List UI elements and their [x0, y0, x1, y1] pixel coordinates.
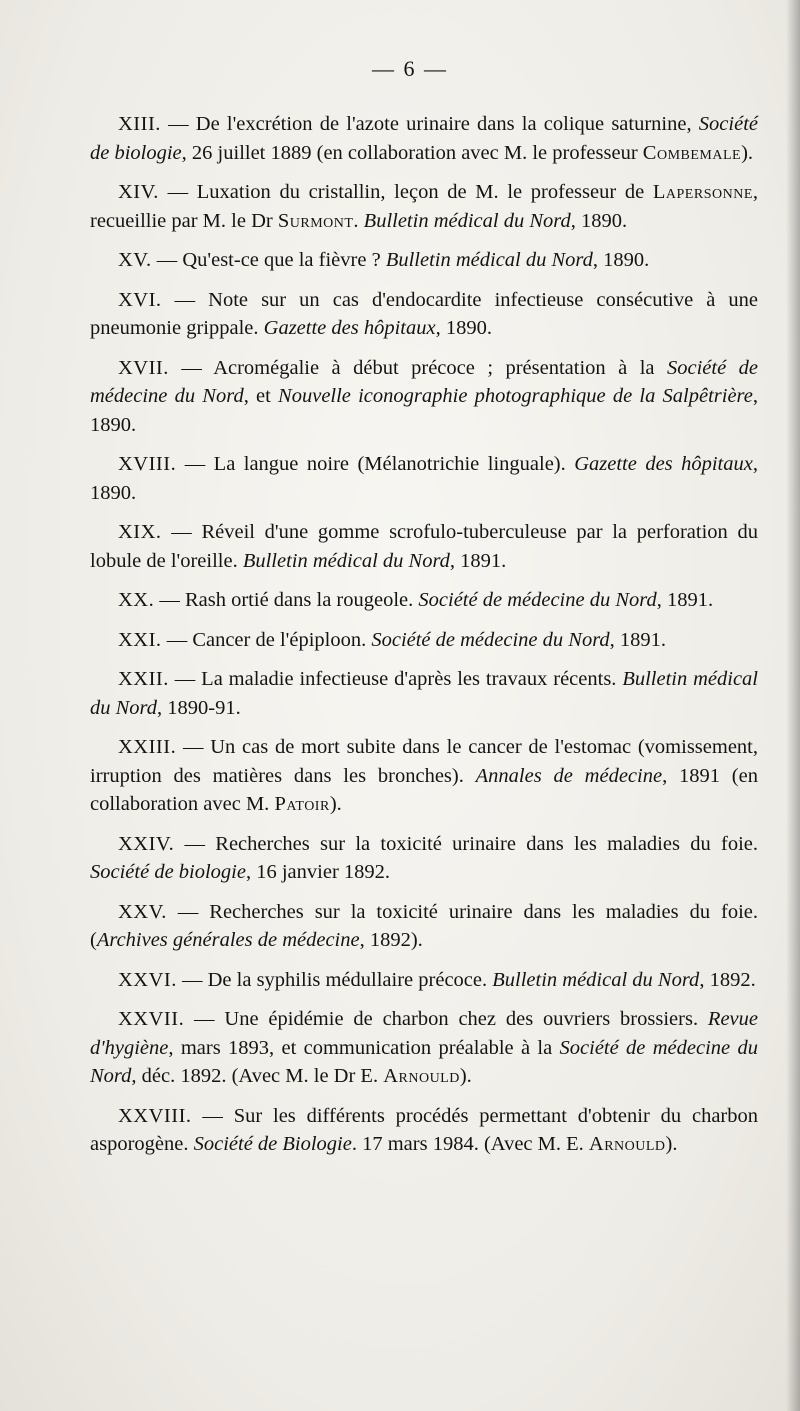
publication-title: Société de médecine du Nord: [371, 628, 610, 651]
entry-text: , 1890.: [570, 209, 628, 232]
entry-text: , et: [243, 385, 279, 407]
entry-text: — La maladie infectieuse d'après les travaux récents.: [168, 668, 623, 690]
entry-text: , 1892.: [699, 968, 756, 991]
publication-title: Annales de médecine: [475, 764, 663, 787]
entry-text: — Acromégalie à début précoce ; présentation à la: [168, 356, 667, 379]
entry-number: XXI.: [118, 628, 162, 651]
entry-number: XXVI.: [118, 968, 177, 991]
entry-text: — La langue noire (Mélanotrichie linguale).: [176, 453, 575, 475]
bibliography-entry: [90, 178, 758, 235]
bibliography-entry: [90, 246, 758, 275]
entry-text: — Recherches sur la toxicité urinaire dans les maladies du foie.: [174, 832, 758, 855]
publication-title: Nouvelle iconographie photographique de la Salpêtrière: [278, 385, 753, 407]
publication-title: Bulletin médical du Nord: [242, 549, 450, 572]
entry-text: ).: [459, 1065, 472, 1087]
entry-text: , 1890.: [90, 453, 758, 504]
author-name: Combemale: [642, 141, 742, 164]
entry-text: , 1890-91.: [157, 696, 241, 719]
bibliography-entry: [90, 830, 758, 887]
bibliography-entry: [90, 286, 758, 343]
entry-text: , 1891.: [656, 589, 714, 611]
bibliography-list: [90, 110, 758, 1170]
bibliography-entry: [90, 1005, 758, 1091]
publication-title: Gazette des hôpitaux: [263, 317, 436, 339]
publication-title: Société de médecine du Nord: [90, 1036, 758, 1087]
publication-title: Bulletin médical du Nord: [492, 968, 700, 991]
entry-number: XXII.: [118, 668, 169, 690]
entry-text: , 1891.: [609, 628, 667, 651]
entry-text: , 1890.: [592, 249, 650, 271]
entry-text: — Qu'est-ce que la fièvre ?: [151, 249, 386, 271]
bibliography-entry: [90, 518, 758, 575]
page-number: — 6 —: [372, 56, 448, 81]
entry-number: XXIII.: [118, 736, 177, 758]
entry-text: — De l'excrétion de l'azote urinaire dans la colique saturnine,: [160, 113, 699, 135]
author-name: Lapersonne: [652, 181, 753, 203]
publication-title: Bulletin médical du Nord: [385, 249, 593, 271]
bibliography-entry: [90, 966, 758, 995]
entry-text: — Une épidémie de charbon chez des ouvriers brossiers.: [184, 1008, 708, 1030]
entry-text: .: [353, 209, 364, 232]
entry-text: — De la syphilis médullaire précoce.: [176, 968, 493, 991]
publication-title: Bulletin médical du Nord: [90, 668, 758, 719]
author-name: Arnould: [383, 1065, 460, 1087]
publication-title: Revue d'hygiène: [90, 1008, 758, 1059]
entry-text: , 1890.: [90, 385, 758, 436]
entry-number: XXVII.: [118, 1008, 185, 1030]
entry-text: ).: [329, 793, 342, 815]
author-name: Patoir: [274, 793, 330, 815]
entry-text: — Un cas de mort subite dans le cancer de l'estomac (vomissement, irruption des matières dans les bronches).: [90, 736, 758, 787]
entry-text: — Recherches sur la toxicité urinaire dans les maladies du foie. (: [90, 900, 758, 951]
bibliography-entry: [90, 586, 758, 615]
entry-number: XIV.: [118, 181, 159, 203]
publication-title: Archives générales de médecine: [96, 929, 360, 951]
entry-number: XXVIII.: [118, 1104, 192, 1127]
bibliography-entry: [90, 626, 758, 655]
entry-number: XIII.: [118, 113, 161, 135]
entry-text: — Cancer de l'épiploon.: [161, 628, 372, 651]
entry-text: , 1891 (en collaboration avec M.: [90, 764, 758, 815]
entry-text: ).: [741, 141, 754, 164]
entry-text: — Sur les différents procédés permettant d'obtenir du charbon asporogène.: [90, 1104, 758, 1155]
entry-text: , 26 juillet 1889 (en collaboration avec M. le professeur: [181, 141, 643, 164]
entry-number: XV.: [118, 249, 152, 271]
entry-text: — Rash ortié dans la rougeole.: [154, 589, 419, 611]
page-edge-shadow: [786, 0, 800, 1411]
bibliography-entry: [90, 665, 758, 722]
entry-text: , recueillie par M. le Dr: [90, 181, 758, 232]
publication-title: Société de biologie: [90, 113, 758, 164]
publication-title: Société de biologie: [90, 861, 246, 883]
entry-text: , mars 1893, et communication préalable à la: [168, 1036, 560, 1059]
bibliography-entry: [90, 110, 758, 167]
entry-text: , 1890.: [435, 317, 492, 339]
entry-text: — Note sur un cas d'endocardite infectieuse consécutive à une pneumonie grippale.: [90, 288, 758, 339]
publication-title: Bulletin médical du Nord: [363, 209, 571, 232]
entry-text: , déc. 1892. (Avec M. le Dr E.: [131, 1065, 384, 1087]
entry-number: XXV.: [118, 900, 167, 923]
entry-text: — Réveil d'une gomme scrofulo-tuberculeuse par la perforation du lobule de l'oreille.: [90, 521, 758, 572]
publication-title: Gazette des hôpitaux: [574, 453, 753, 475]
entry-number: XVII.: [118, 356, 169, 379]
author-name: Surmont: [277, 209, 354, 232]
entry-number: XIX.: [118, 521, 162, 543]
publication-title: Société de médecine du Nord: [418, 589, 657, 611]
entry-text: , 1892).: [359, 929, 423, 951]
entry-text: ).: [665, 1133, 678, 1155]
entry-number: XVI.: [118, 288, 162, 311]
entry-text: , 16 janvier 1892.: [245, 861, 391, 883]
bibliography-entry: [90, 354, 758, 440]
bibliography-entry: [90, 898, 758, 955]
bibliography-entry: [90, 1102, 758, 1159]
entry-number: XVIII.: [118, 453, 177, 475]
bibliography-entry: [90, 733, 758, 819]
bibliography-entry: [90, 450, 758, 507]
publication-title: Société de médecine du Nord: [90, 356, 758, 407]
author-name: Arnould: [588, 1133, 666, 1155]
entry-number: XX.: [118, 589, 155, 611]
entry-text: . 17 mars 1984. (Avec M. E.: [351, 1133, 589, 1155]
publication-title: Société de Biologie: [193, 1133, 352, 1155]
entry-text: , 1891.: [449, 549, 507, 572]
entry-text: — Luxation du cristallin, leçon de M. le professeur de: [158, 181, 653, 203]
entry-number: XXIV.: [118, 832, 175, 855]
